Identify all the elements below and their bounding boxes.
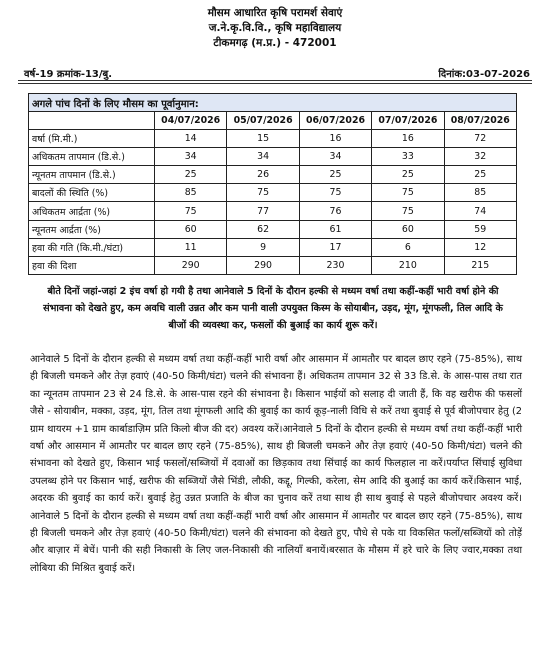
table-cell: 26	[227, 166, 299, 184]
header-title: मौसम आधारित कृषि परामर्श सेवाएं	[207, 7, 343, 19]
header-divider	[18, 80, 532, 81]
table-cell: 17	[299, 238, 371, 256]
row-label: न्यूनतम आर्द्रता (%)	[29, 220, 155, 238]
date-column-header: 08/07/2026	[444, 112, 516, 130]
table-cell: 62	[227, 220, 299, 238]
table-cell: 210	[372, 256, 444, 274]
date-column-header: 06/07/2026	[299, 112, 371, 130]
table-cell: 25	[155, 166, 227, 184]
bulletin-header	[0, 0, 550, 51]
date-header-row	[29, 112, 517, 130]
date-column-header: 05/07/2026	[227, 112, 299, 130]
table-cell: 15	[227, 130, 299, 148]
table-cell: 6	[372, 238, 444, 256]
forecast-table	[28, 93, 517, 275]
table-cell: 75	[372, 202, 444, 220]
row-label: हवा की दिशा	[29, 256, 155, 274]
table-cell: 16	[299, 130, 371, 148]
table-cell: 9	[227, 238, 299, 256]
row-label: अधिकतम तापमान (डि.से.)	[29, 148, 155, 166]
table-cell: 12	[444, 238, 516, 256]
table-cell: 72	[444, 130, 516, 148]
table-cell: 75	[372, 184, 444, 202]
table-cell: 25	[299, 166, 371, 184]
table-cell: 74	[444, 202, 516, 220]
table-cell: 215	[444, 256, 516, 274]
row-label: वर्षा (मि.मी.)	[29, 130, 155, 148]
row-label: न्यूनतम तापमान (डि.से.)	[29, 166, 155, 184]
table-cell: 60	[155, 220, 227, 238]
bulletin-number: वर्ष-19 क्रमांक-13/बु.	[24, 69, 113, 80]
table-cell: 34	[299, 148, 371, 166]
table-cell: 59	[444, 220, 516, 238]
date-column-header: 04/07/2026	[155, 112, 227, 130]
table-cell: 34	[155, 148, 227, 166]
table-row	[29, 184, 517, 202]
table-row	[29, 256, 517, 274]
table-cell: 25	[444, 166, 516, 184]
row-label: अधिकतम आर्द्रता (%)	[29, 202, 155, 220]
table-cell: 85	[444, 184, 516, 202]
sowing-note: बीते दिनों जहां-जहां 2 इंच वर्षा हो गयी है तथा आनेवाले 5 दिनों के दौरान हल्की से मध्यम वर्षा तथा कहीं-कहीं भारी वर्षा होने की संभावना को देखते हुए, कम अवधि वाली उन्नत और कम पानी वाली उपयुक्त किस्म के सोयाबीन, उड़द, मूंग, मूंगफली, तिल आदि के बीजों की व्यवस्था कर, फसलों की बुआई का कार्य शुरू करें।	[43, 286, 503, 331]
table-cell: 33	[372, 148, 444, 166]
table-row	[29, 130, 517, 148]
row-label: बादलों की स्थिति (%)	[29, 184, 155, 202]
table-row	[29, 202, 517, 220]
row-label: हवा की गति (कि.मी./घंटा)	[29, 238, 155, 256]
table-cell: 16	[372, 130, 444, 148]
table-cell: 290	[155, 256, 227, 274]
table-cell: 85	[155, 184, 227, 202]
table-cell: 14	[155, 130, 227, 148]
table-cell: 75	[155, 202, 227, 220]
header-divider-double	[18, 83, 532, 84]
forecast-caption: अगले पांच दिनों के लिए मौसम का पूर्वानुमान:	[29, 94, 517, 112]
table-cell: 76	[299, 202, 371, 220]
table-cell: 75	[299, 184, 371, 202]
table-cell: 32	[444, 148, 516, 166]
table-cell: 290	[227, 256, 299, 274]
forecast-section	[28, 93, 516, 275]
bulletin-date: दिनांक:03-07-2026	[438, 69, 530, 80]
table-cell: 11	[155, 238, 227, 256]
table-cell: 61	[299, 220, 371, 238]
table-row	[29, 220, 517, 238]
table-row	[29, 166, 517, 184]
header-blank-cell	[29, 112, 155, 130]
table-cell: 230	[299, 256, 371, 274]
date-column-header: 07/07/2026	[372, 112, 444, 130]
table-cell: 60	[372, 220, 444, 238]
header-address: टीकमगढ़ (म.प्र.) - 472001	[213, 37, 337, 49]
table-cell: 75	[227, 184, 299, 202]
header-institution: ज.ने.कृ.वि.वि., कृषि महाविद्यालय	[208, 22, 342, 34]
table-cell: 77	[227, 202, 299, 220]
table-cell: 34	[227, 148, 299, 166]
reference-line	[24, 66, 530, 80]
advisory-paragraph: आनेवाले 5 दिनों के दौरान हल्की से मध्यम वर्षा तथा कहीं-कहीं भारी वर्षा और आसमान में आमतौर पर बादल छाए रहने (75-85%), साथ ही बिजली चमकने और तेज़ हवाएं (40-50 किमी/घंटा) चलने की संभावना हैं। अधिकतम तापमान 32 से 33 डि.से. के आस-पास तथा रात का न्यूनतम तापमान 23 से 24 डि.से. के आस-पास रहने की संभावना है। किसान भाईयों को सलाह दी जाती हैं, कि वह खरीफ की फसलों जैसे - सोयाबीन, मक्का, उड़द, मूंग, तिल तथा मूंगफली आदि की बुवाई का कार्य कूड़-नाली विधि से करें तथा बुवाई से पूर्व बीजोपचार हेतु (2 ग्राम थायरम +1 ग्राम कार्बाडाज़िम प्रति किलो बीज की दर) अवश्य करें।आनेवाले 5 दिनों के दौरान हल्की से मध्यम वर्षा तथा कहीं-कहीं भारी वर्षा और आसमान में आमतौर पर बादल छाए रहने (75-85%), साथ ही बिजली चमकने और तेज़ हवाएं (40-50 किमी/घंटा) चलने की संभावना को देखते हुए, किसान भाई फसलों/सब्जियों में दवाओं का छिड़काव तथा सिंचाई का कार्य फिलहाल ना करें।पर्याप्त सिंचाई सुविधा उपलब्ध होने पर किसान भाई, खरीफ की सब्जियों जैसे भिंडी, लौकी, कद्दू, गिल्की, करेला, सेम आदि की बुआई का कार्य करें।किसान भाई, अदरक की बुवाई का कार्य करें। बुवाई हेतु उन्नत प्रजाति के बीज का चुनाव करें तथा साथ ही साथ बुवाई से पहले बीजोपचार अवश्य करें। आनेवाले 5 दिनों के दौरान हल्की से मध्यम वर्षा तथा कहीं-कहीं भारी वर्षा और आसमान में आमतौर पर बादल छाए रहने (75-85%), साथ ही बिजली चमकने और तेज़ हवाएं (40-50 किमी/घंटा) चलने की संभावना को देखते हुए, पौधे से पके या विकसित फलों/सब्जियों को तोड़ें और बाज़ार में बेचें। पानी की सही निकासी के लिए जल-निकासी की नालियाँ बनायें।बरसात के मौसम में हरे चारे के लिए ज्वार,मक्का तथा लोबिया की मिश्रित बुवाई करें।	[30, 354, 522, 574]
table-row	[29, 238, 517, 256]
table-row	[29, 148, 517, 166]
table-cell: 25	[372, 166, 444, 184]
